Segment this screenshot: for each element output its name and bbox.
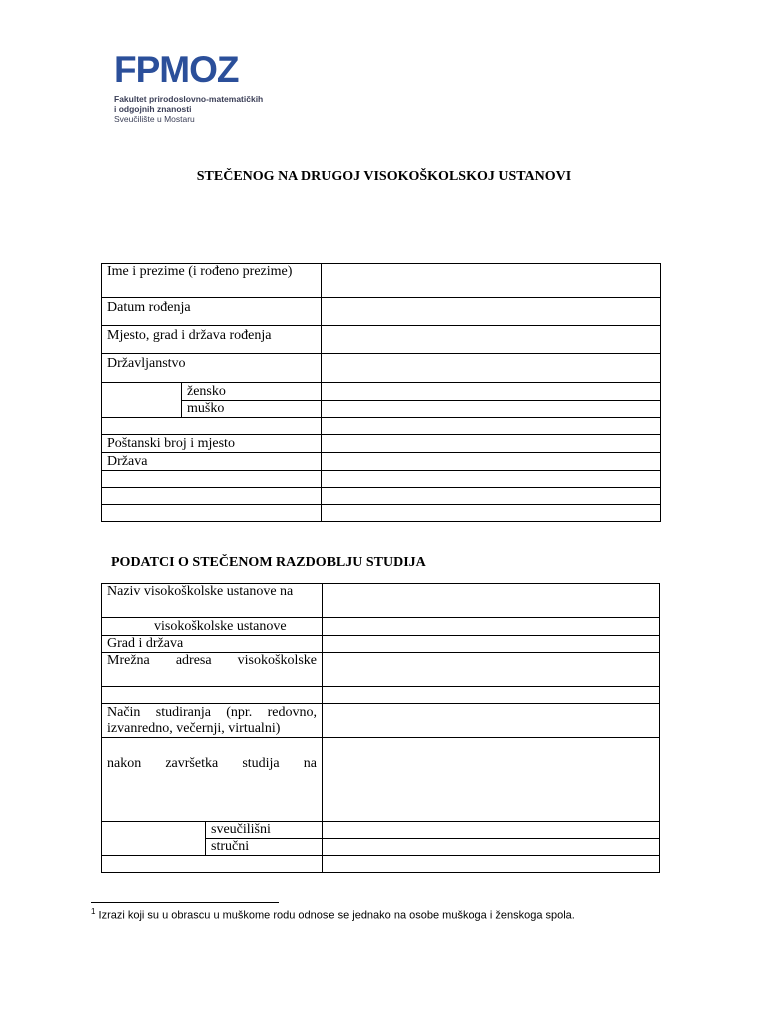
extra-field[interactable] xyxy=(322,488,661,505)
study-mode-field[interactable] xyxy=(323,704,660,738)
study-type-professional-field[interactable] xyxy=(323,839,660,856)
country-field[interactable] xyxy=(322,453,661,471)
institution-cont-field[interactable] xyxy=(323,618,660,636)
study-type-university-field[interactable] xyxy=(323,822,660,839)
institution-name-field[interactable] xyxy=(323,584,660,618)
footnote xyxy=(91,907,575,922)
address-field[interactable] xyxy=(322,418,661,435)
gender-male-field[interactable] xyxy=(322,401,661,418)
faculty-logo xyxy=(112,48,292,130)
city-country-label: Grad i država xyxy=(102,636,323,653)
after-completion-label: nakon završetka studija na xyxy=(102,738,323,822)
logo-line-3: Sveučilište u Mostaru xyxy=(114,114,195,124)
full-name-label: Ime i prezime (i rođeno prezime) xyxy=(102,264,322,298)
birthplace-field[interactable] xyxy=(322,326,661,354)
web-address-label: Mrežna adresa visokoškolske xyxy=(102,653,323,687)
footnote-text: Izrazi koji su u obrascu u muškome rodu odnose se jednako na osobe muškoga i ženskoga spola. xyxy=(98,909,575,922)
blank-label-cell xyxy=(102,687,323,704)
postal-field[interactable] xyxy=(322,435,661,453)
country-label: Država xyxy=(102,453,322,471)
study-type-professional-label: stručni xyxy=(206,839,323,856)
after-completion-field[interactable] xyxy=(323,738,660,822)
gender-female-field[interactable] xyxy=(322,383,661,401)
blank-label-cell xyxy=(102,856,323,873)
extra-field[interactable] xyxy=(322,471,661,488)
extra-label-cell xyxy=(102,505,322,522)
extra-label-cell xyxy=(102,488,322,505)
institution-cont-label: visokoškolske ustanove xyxy=(102,618,323,636)
logo-subtitle xyxy=(114,94,263,124)
footnote-separator xyxy=(91,902,279,903)
extra-field[interactable] xyxy=(322,505,661,522)
study-period-table xyxy=(101,583,660,873)
web-address-field[interactable] xyxy=(323,653,660,687)
citizenship-field[interactable] xyxy=(322,354,661,383)
postal-label: Poštanski broj i mjesto xyxy=(102,435,322,453)
footnote-mark: 1 xyxy=(91,907,96,916)
address-label-cell xyxy=(102,418,322,435)
blank-field[interactable] xyxy=(323,687,660,704)
logo-line-1: Fakultet prirodoslovno-matematičkih xyxy=(114,94,264,104)
institution-name-label: Naziv visokoškolske ustanove na xyxy=(102,584,323,618)
section-heading: PODATCI O STEČENOM RAZDOBLJU STUDIJA xyxy=(111,555,426,570)
study-type-university-label: sveučilišni xyxy=(206,822,323,839)
city-country-field[interactable] xyxy=(323,636,660,653)
personal-data-table xyxy=(101,263,661,522)
study-mode-label: Način studiranja (npr. redovno, izvanredno, večernji, virtualni) xyxy=(102,704,323,738)
gender-label-cell xyxy=(102,383,182,418)
gender-female-label: žensko xyxy=(182,383,322,401)
blank-field[interactable] xyxy=(323,856,660,873)
study-type-label-cell xyxy=(102,822,206,856)
dob-field[interactable] xyxy=(322,298,661,326)
extra-label-cell xyxy=(102,471,322,488)
citizenship-label: Državljanstvo xyxy=(102,354,322,383)
logo-line-2: i odgojnih znanosti xyxy=(114,104,192,114)
dob-label: Datum rođenja xyxy=(102,298,322,326)
birthplace-label: Mjesto, grad i država rođenja xyxy=(102,326,322,354)
gender-male-label: muško xyxy=(182,401,322,418)
full-name-field[interactable] xyxy=(322,264,661,298)
logo-wordmark: FPMOZ xyxy=(114,49,239,90)
page-heading: STEČENOG NA DRUGOJ VISOKOŠKOLSKOJ USTANOVI xyxy=(196,169,572,184)
